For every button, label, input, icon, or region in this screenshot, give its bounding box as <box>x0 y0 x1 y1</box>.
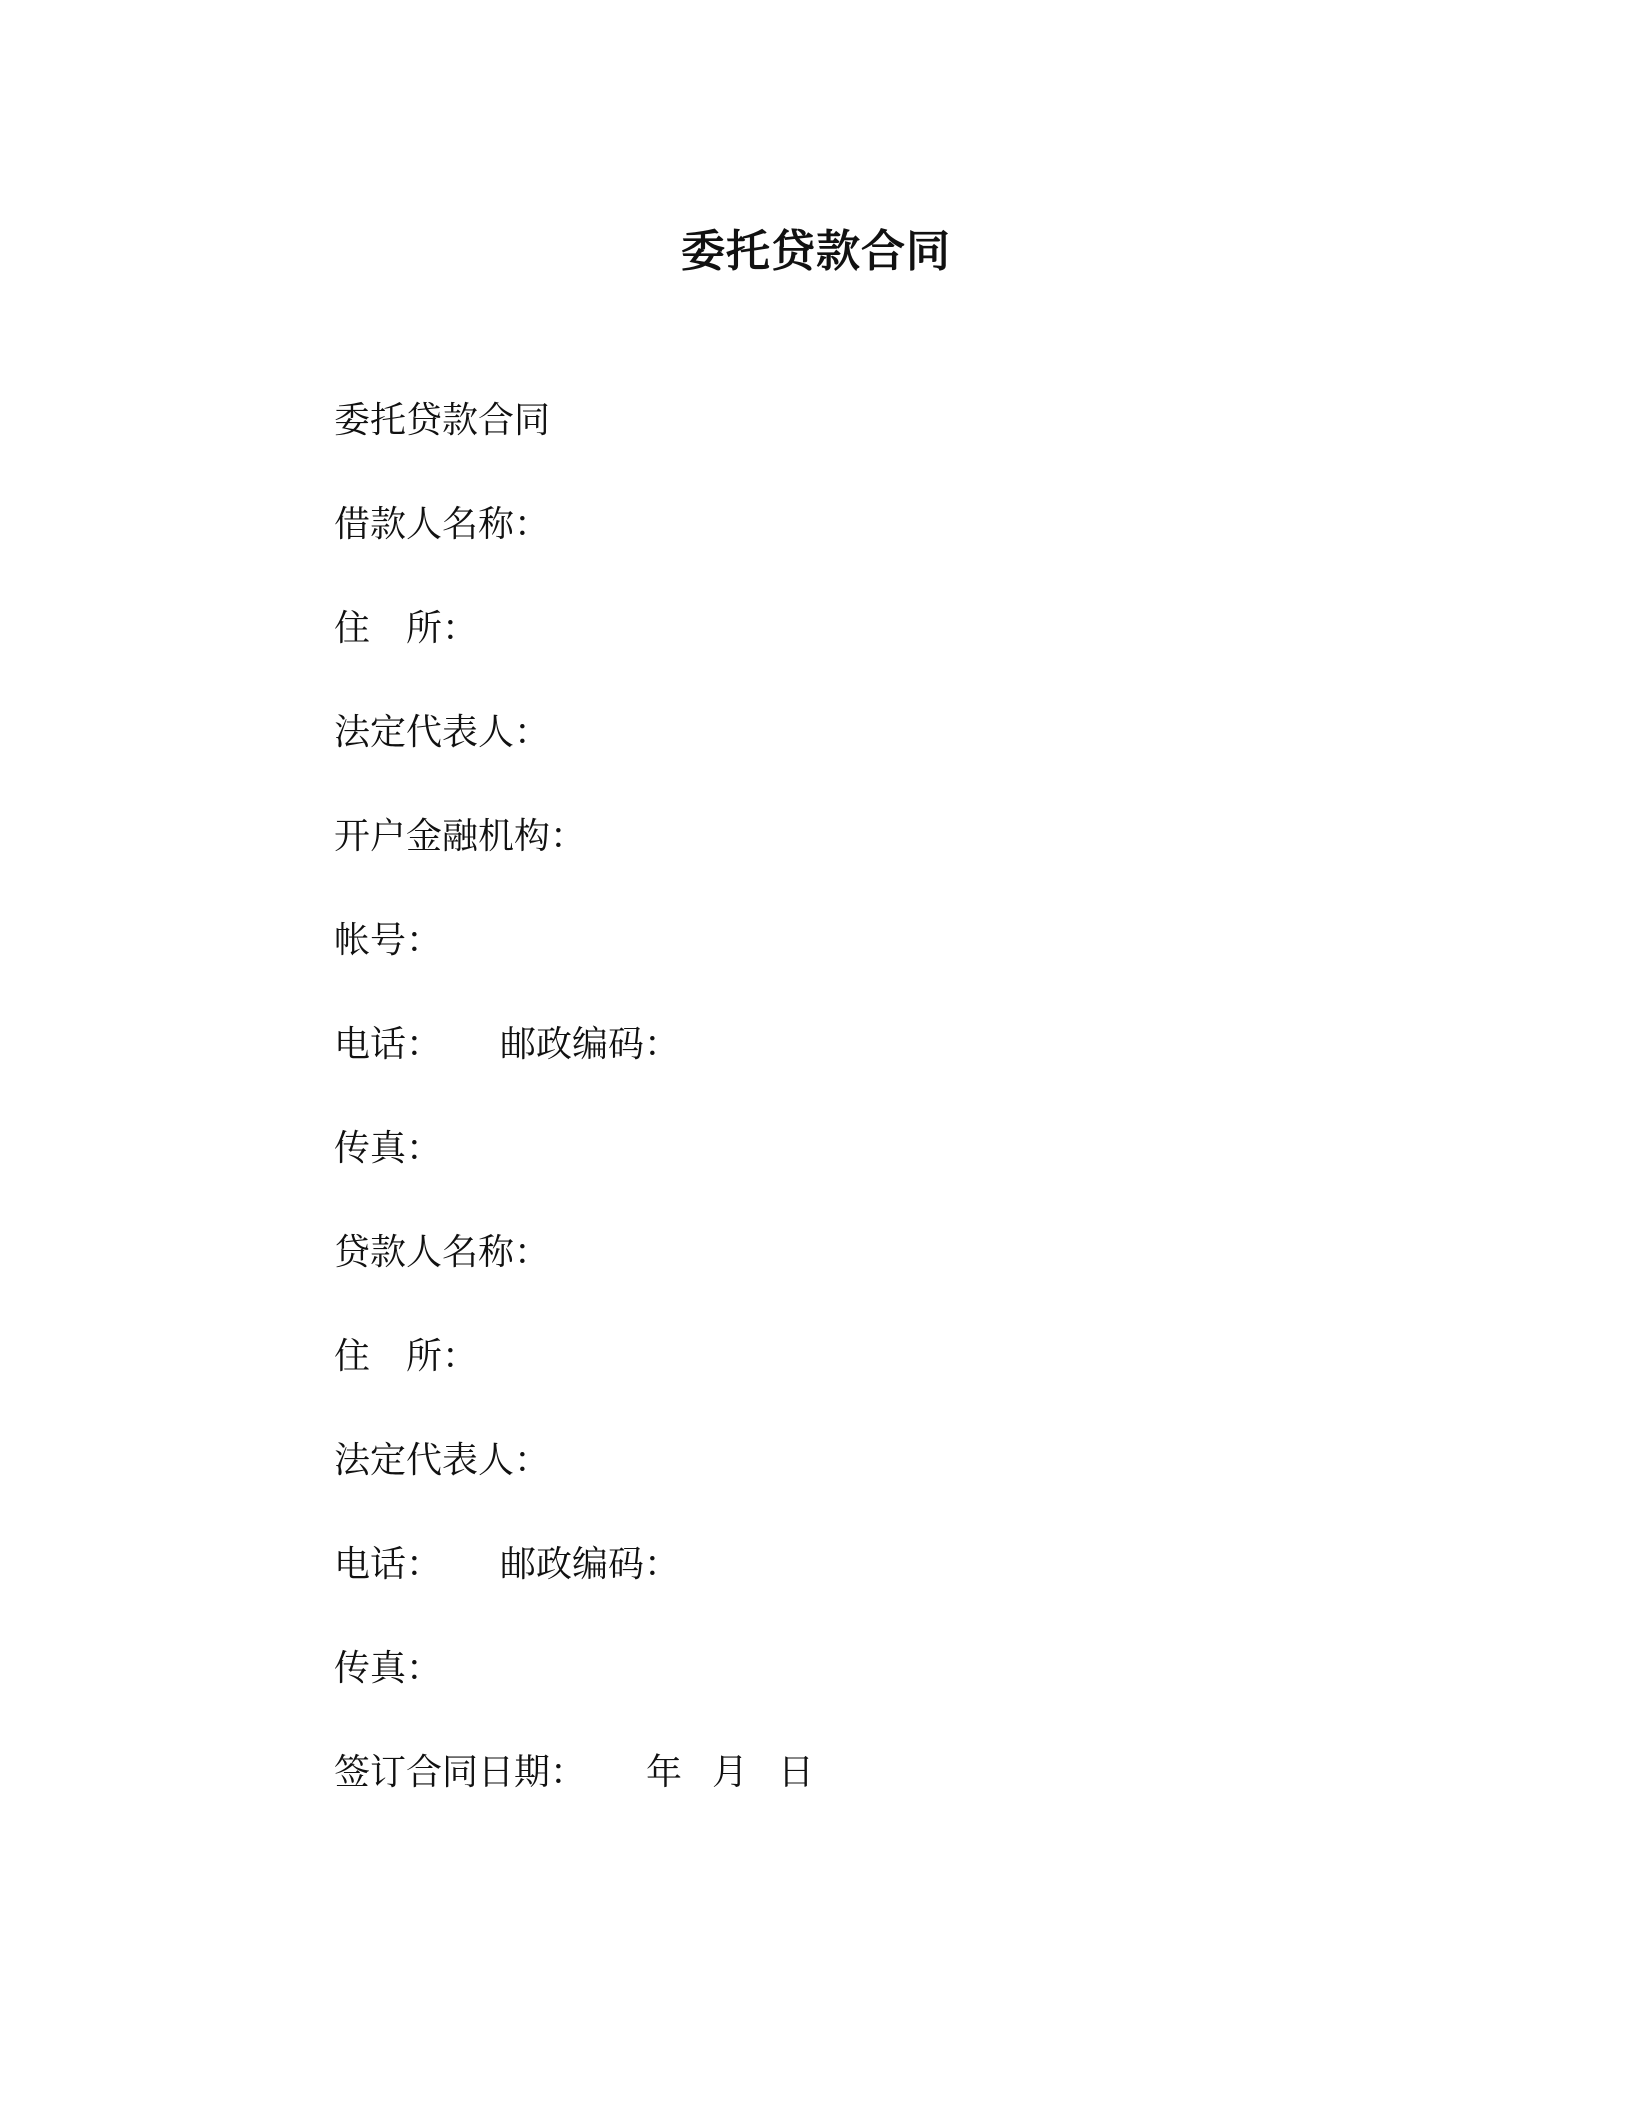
lender-address-line <box>334 1332 1534 1436</box>
borrower-fax-line <box>334 1124 1534 1228</box>
signing-day: 日 <box>778 1752 815 1793</box>
document-body <box>334 396 1534 1852</box>
signing-date-line <box>334 1748 1534 1852</box>
borrower-account-line <box>334 916 1534 1020</box>
borrower-address-label-part2: 所： <box>406 608 479 649</box>
lender-postcode-label: 邮政编码： <box>500 1544 681 1585</box>
borrower-bank-label: 开户金融机构： <box>334 816 587 857</box>
lender-address-label-part1: 住 <box>334 1336 371 1377</box>
borrower-postcode-label: 邮政编码： <box>500 1024 681 1065</box>
lender-legal-rep-label: 法定代表人： <box>334 1440 551 1481</box>
lender-phone-line <box>334 1540 1534 1644</box>
borrower-legal-rep-label: 法定代表人： <box>334 712 551 753</box>
document-subtitle: 委托贷款合同 <box>334 400 551 441</box>
borrower-fax-label: 传真： <box>334 1128 443 1169</box>
borrower-account-label: 帐号： <box>334 920 443 961</box>
borrower-phone-label: 电话： <box>334 1024 443 1065</box>
lender-fax-line <box>334 1644 1534 1748</box>
signing-date-label: 签订合同日期： <box>334 1752 587 1793</box>
borrower-name-line <box>334 500 1534 604</box>
borrower-legal-rep-line <box>334 708 1534 812</box>
lender-address-label-part2: 所： <box>406 1336 479 1377</box>
lender-name-label: 贷款人名称： <box>334 1232 551 1273</box>
borrower-name-label: 借款人名称： <box>334 504 551 545</box>
lender-fax-label: 传真： <box>334 1648 443 1689</box>
lender-phone-label: 电话： <box>334 1544 443 1585</box>
document-title: 委托贷款合同 <box>681 226 951 277</box>
borrower-phone-line <box>334 1020 1534 1124</box>
lender-name-line <box>334 1228 1534 1332</box>
borrower-bank-line <box>334 812 1534 916</box>
borrower-address-line <box>334 604 1534 708</box>
lender-legal-rep-line <box>334 1436 1534 1540</box>
signing-year: 年 <box>646 1752 683 1793</box>
signing-month: 月 <box>712 1752 749 1793</box>
borrower-address-label-part1: 住 <box>334 608 371 649</box>
